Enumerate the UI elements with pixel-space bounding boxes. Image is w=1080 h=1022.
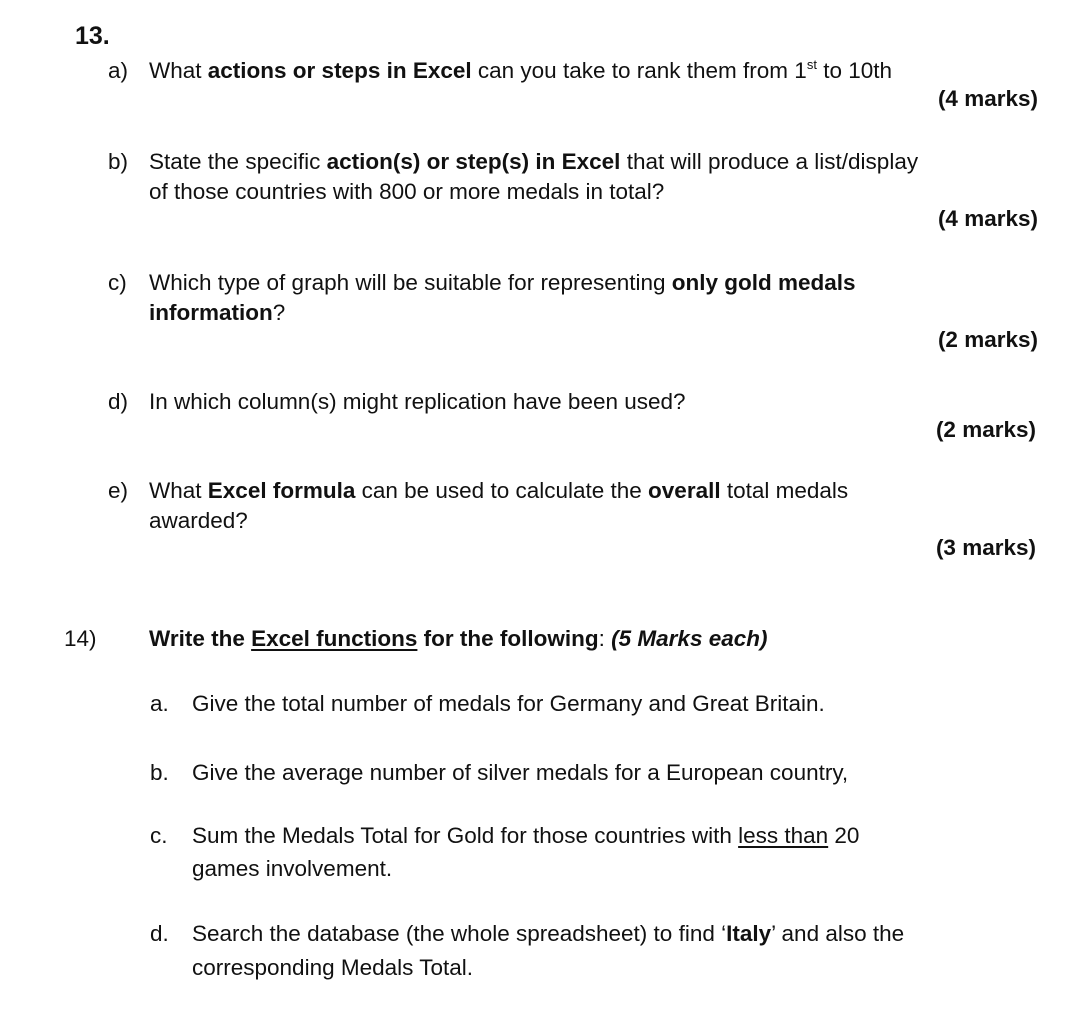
q13b-text: State the specific action(s) or step(s) in Excel that will produce a list/display (149, 149, 919, 174)
q13a-marks: (4 marks) (937, 86, 1038, 111)
q13c-label: c) (108, 270, 127, 295)
q13d-marks: (2 marks) (935, 417, 1036, 442)
q14b-label: b. (150, 760, 169, 785)
q14c-text-line2: games involvement. (192, 856, 393, 881)
q13a-text: What actions or steps in Excel can you take to rank them from 1st to 10th (149, 57, 892, 83)
q13d-text: In which column(s) might replication have been used? (149, 389, 686, 414)
q14a-text: Give the total number of medals for Germany and Great Britain. (192, 691, 825, 716)
question-13-number: 13. (75, 22, 110, 50)
q13e-marks: (3 marks) (935, 535, 1036, 560)
q13b-marks: (4 marks) (937, 206, 1038, 231)
q13e-label: e) (108, 478, 129, 503)
q14d-text-line2: corresponding Medals Total. (192, 955, 473, 980)
q14d-label: d. (150, 921, 169, 946)
q13c-text-line2: information? (149, 300, 286, 325)
q13a-label: a) (108, 58, 129, 83)
q14d-text: Search the database (the whole spreadsheet) to find ‘Italy’ and also the (192, 921, 905, 946)
q14c-label: c. (150, 823, 168, 848)
q14c-text: Sum the Medals Total for Gold for those countries with less than 20 (192, 823, 860, 848)
q13d-label: d) (108, 389, 129, 414)
q13c-marks: (2 marks) (937, 327, 1038, 352)
q13b-text-line2: of those countries with 800 or more medals in total? (149, 179, 665, 204)
q14a-label: a. (150, 691, 169, 716)
q13e-text: What Excel formula can be used to calculate the overall total medals (149, 478, 849, 503)
q13e-text-line2: awarded? (149, 508, 248, 533)
q14b-text: Give the average number of silver medals for a European country, (192, 760, 849, 785)
q13b-label: b) (108, 149, 129, 174)
question-14-number: 14) (64, 626, 97, 651)
q13c-text: Which type of graph will be suitable for representing only gold medals (149, 270, 856, 295)
q14-heading: Write the Excel functions for the following: (5 Marks each) (149, 626, 768, 651)
